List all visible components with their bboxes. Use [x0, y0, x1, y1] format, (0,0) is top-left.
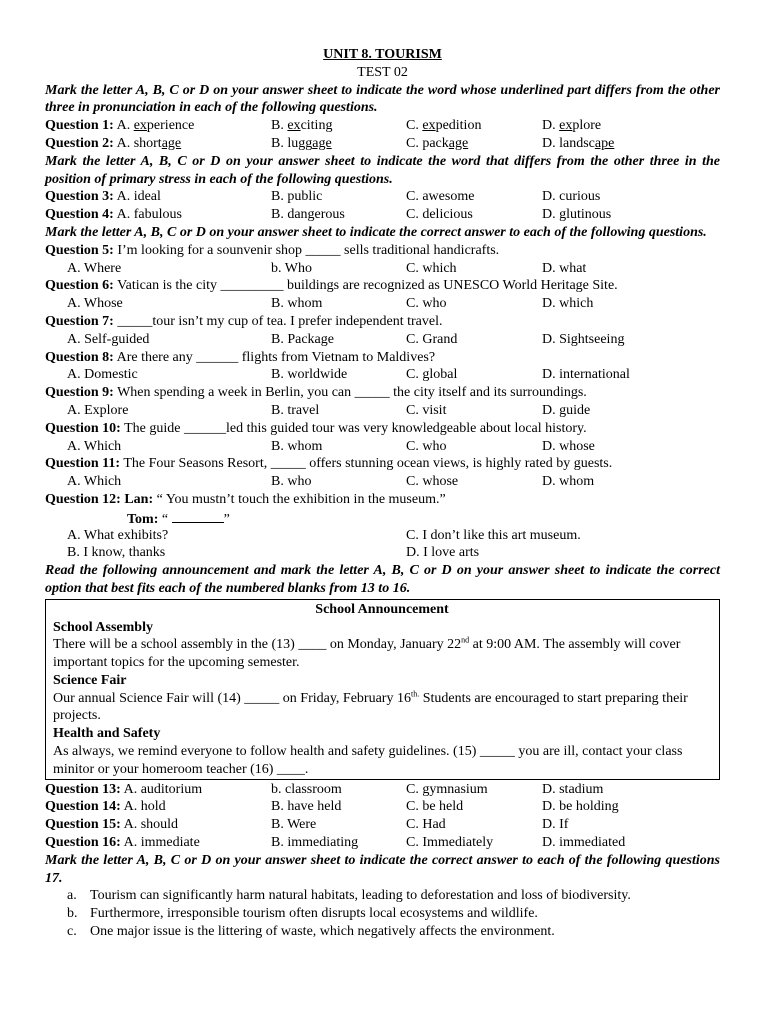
option-d: D. glutinous — [542, 207, 612, 223]
option-a: A. Self-guided — [67, 331, 150, 347]
question-14: Question 14: A. hold B. have held C. be held D. be holding — [45, 799, 619, 815]
announcement-title: School Announcement — [315, 601, 449, 617]
option-a: A. Explore — [67, 402, 129, 418]
option-c: C. expedition — [406, 118, 482, 134]
question-7: Question 7: _____tour isn’t my cup of tea. I prefer independent travel. — [45, 313, 443, 329]
underlined-part: ex — [287, 118, 301, 134]
worksheet-page — [45, 46, 720, 941]
option-c: C. be held — [406, 799, 464, 815]
question-10: Question 10: The guide ______led this guided tour was very knowledgeable about local history. — [45, 420, 587, 436]
option-d: D. be holding — [542, 799, 619, 815]
underlined-part: age — [161, 135, 182, 151]
question-3: Question 3: A. ideal B. public C. awesome D. curious — [45, 189, 601, 205]
option-b: B. Were — [271, 817, 317, 833]
question-10-options — [45, 438, 720, 456]
question-7-options — [45, 331, 720, 349]
answer-blank — [172, 509, 224, 523]
option-c: C. global — [406, 367, 458, 383]
option-c: C. gymnasium — [406, 781, 488, 797]
test-label: TEST 02 — [357, 64, 408, 80]
section-heading: School Assembly — [53, 619, 153, 635]
option-c: C. who — [406, 438, 447, 454]
underlined-part: ape — [594, 135, 615, 151]
option-b: B. worldwide — [271, 367, 348, 383]
option-d: D. If — [542, 817, 569, 833]
question-8-options — [45, 366, 720, 384]
question-6: Question 6: Vatican is the city _________ buildings are recognized as UNESCO World Heritage Site. — [45, 278, 618, 294]
option-c: C. visit — [406, 402, 447, 418]
underlined-part: ex — [422, 118, 436, 134]
option-b: B. have held — [271, 799, 342, 815]
question-5-options — [45, 260, 720, 278]
underlined-part: age — [312, 135, 332, 151]
question-4: Question 4: A. fabulous B. dangerous C. delicious D. glutinous — [45, 207, 612, 223]
section-text: As always, we remind everyone to follow health and safety guidelines. (15) _____ you are ill, contact your class minitor or your homeroom teacher (16) ____. — [53, 744, 683, 777]
question-8: Question 8: Are there any ______ flights from Vietnam to Maldives? — [45, 349, 436, 365]
option-c: C. Grand — [406, 331, 458, 347]
option-b: B. whom — [271, 296, 323, 312]
question-11-options — [45, 473, 720, 491]
question-15: Question 15: A. should B. Were C. Had D. If — [45, 817, 569, 833]
option-d: D. which — [542, 296, 594, 312]
option-d: D. international — [542, 367, 630, 383]
option-c: C. Had — [406, 817, 446, 833]
question-16: Question 16: A. immediate B. immediating C. Immediately D. immediated — [45, 835, 626, 851]
question-1: Question 1: A. experience B. exciting C. expedition D. explore — [45, 118, 602, 134]
question-6-options — [45, 295, 720, 313]
underlined-part: age — [448, 135, 469, 151]
underlined-part: ex — [559, 118, 573, 134]
option-d: D. explore — [542, 118, 602, 134]
question-12-options-1 — [45, 527, 720, 545]
option-b: b. classroom — [271, 781, 342, 797]
option-b: B. travel — [271, 402, 320, 418]
option-d: D. I love arts — [406, 545, 480, 561]
option-d: D. immediated — [542, 835, 626, 851]
option-c: C. which — [406, 260, 457, 276]
underlined-part: ex — [133, 118, 147, 134]
option-a: A. Domestic — [67, 367, 138, 383]
list-item: b. Furthermore, irresponsible tourism often disrupts local ecosystems and wildlife. — [67, 906, 538, 922]
option-b: B. dangerous — [271, 207, 345, 223]
option-c: C. whose — [406, 474, 459, 490]
option-d: D. whose — [542, 438, 595, 454]
option-c: C. Immediately — [406, 835, 494, 851]
question-11: Question 11: The Four Seasons Resort, _____ offers stunning ocean views, is highly rated by guests. — [45, 456, 613, 472]
option-d: D. curious — [542, 189, 601, 205]
option-b: b. Who — [271, 260, 312, 276]
option-d: D. stadium — [542, 781, 604, 797]
option-a: A. Where — [67, 260, 122, 276]
option-b: B. who — [271, 474, 312, 490]
instruction-pronunciation: Mark the letter A, B, C or D on your answer sheet to indicate the word whose underlined part differs from the other three in pronunciation in each of the following questions. — [45, 82, 720, 116]
announcement-box — [45, 599, 720, 780]
option-a: A. Which — [67, 438, 122, 454]
question-9-options — [45, 402, 720, 420]
section-heading: Health and Safety — [53, 726, 161, 742]
list-item: a. Tourism can significantly harm natural habitats, leading to deforestation and loss of biodiversity. — [67, 888, 631, 904]
option-c: C. who — [406, 296, 447, 312]
question-12: Question 12: Lan: “ You mustn’t touch the exhibition in the museum.” — [45, 491, 446, 507]
question-12-options-2 — [45, 544, 720, 562]
option-b: B. exciting — [271, 118, 333, 134]
option-a: A. What exhibits? — [67, 527, 169, 543]
option-c: C. awesome — [406, 189, 475, 205]
section-heading: Science Fair — [53, 672, 127, 688]
option-a: A. Whose — [67, 296, 123, 312]
question-5: Question 5: I’m looking for a sounvenir shop _____ sells traditional handicrafts. — [45, 242, 500, 258]
option-d: D. whom — [542, 474, 595, 490]
option-c: C. I don’t like this art museum. — [406, 527, 581, 543]
instruction-question-17: Mark the letter A, B, C or D on your answer sheet to indicate the correct answer to each of the following questions 17. — [45, 852, 720, 886]
instruction-correct-answer: Mark the letter A, B, C or D on your answer sheet to indicate the correct answer to each of the following questions. — [45, 224, 707, 240]
unit-title: UNIT 8. TOURISM — [323, 47, 442, 62]
option-b: B. I know, thanks — [67, 545, 166, 561]
question-12-reply: Tom: “ ” — [45, 509, 720, 527]
option-b: B. whom — [271, 438, 323, 454]
list-item: c. One major issue is the littering of waste, which negatively affects the environment. — [67, 924, 555, 940]
option-d: D. Sightseeing — [542, 331, 625, 347]
option-d: D. landscape — [542, 135, 615, 151]
option-d: D. what — [542, 260, 587, 276]
instruction-stress: Mark the letter A, B, C or D on your answer sheet to indicate the word that differs from the other three in the position of primary stress in each of the following questions. — [45, 153, 720, 187]
question-13: Question 13: A. auditorium b. classroom C. gymnasium D. stadium — [45, 781, 604, 797]
option-b: B. public — [271, 189, 323, 205]
option-c: C. package — [406, 135, 469, 151]
option-b: B. Package — [271, 331, 334, 347]
question-9: Question 9: When spending a week in Berlin, you can _____ the city itself and its surroundings. — [45, 385, 587, 401]
option-b: B. immediating — [271, 835, 359, 851]
option-c: C. delicious — [406, 207, 473, 223]
section-text: There will be a school assembly in the (13) ____ on Monday, January 22nd at 9:00 AM. The assembly will cover important topics for the upcoming semester. — [53, 635, 681, 671]
instruction-announcement: Read the following announcement and mark the letter A, B, C or D on your answer sheet to indicate the correct option that best fits each of the numbered blanks from 13 to 16. — [45, 563, 720, 596]
question-2: Question 2: A. shortage B. luggage C. package D. landscape — [45, 135, 615, 151]
option-d: D. guide — [542, 402, 591, 418]
option-a: A. Which — [67, 474, 122, 490]
section-text: Our annual Science Fair will (14) _____ on Friday, February $16^{th.}$ Students are encouraged to start preparing their projects. — [53, 689, 688, 724]
option-b: B. luggage — [271, 135, 332, 151]
